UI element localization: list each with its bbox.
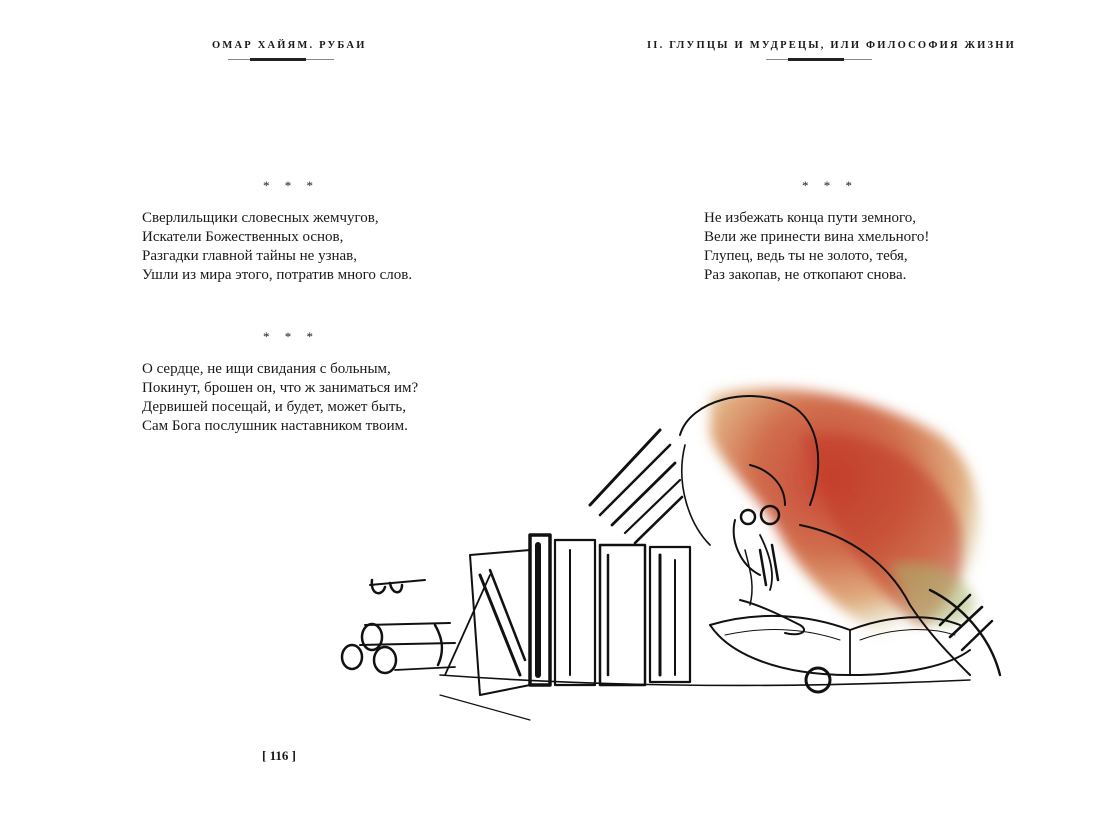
poem-line: Покинут, брошен он, что ж заниматься им? [142,380,419,396]
poem-separator: * * * [263,329,319,344]
left-running-head: ОМАР ХАЙЯМ. РУБАИ [212,40,367,51]
poem-line: О сердце, не ищи свидания с больным, [142,361,391,377]
poem-line: Разгадки главной тайны не узнав, [142,248,358,264]
left-head-rule [228,59,334,60]
scholar-illustration [330,375,1030,735]
poem-stanza-3 [704,209,929,285]
right-running-head: II. ГЛУПЦЫ И МУДРЕЦЫ, ИЛИ ФИЛОСОФИЯ ЖИЗНИ [647,40,1017,51]
page-number: [ 116 ] [262,748,296,763]
poem-line: Искатели Божественных основ, [142,229,344,245]
poem-line: Раз закопав, не откопают снова. [704,267,907,283]
old-scholar-reading-icon [330,375,1030,735]
poem-line: Не избежать конца пути земного, [704,210,917,226]
poem-line: Сам Бога послушник наставником твоим. [142,418,408,434]
right-head-rule [766,59,872,60]
poem-stanza-1 [142,209,412,285]
poem-separator: * * * [263,178,319,193]
poem-separator: * * * [802,178,858,193]
poem-line: Ушли из мира этого, потратив много слов. [142,267,413,283]
poem-line: Дервишей посещай, и будет, может быть, [142,399,407,415]
poem-line: Сверлильщики словесных жемчугов, [142,210,379,226]
poem-line: Вели же принести вина хмельного! [704,229,930,245]
poem-line: Глупец, ведь ты не золото, тебя, [704,248,908,264]
